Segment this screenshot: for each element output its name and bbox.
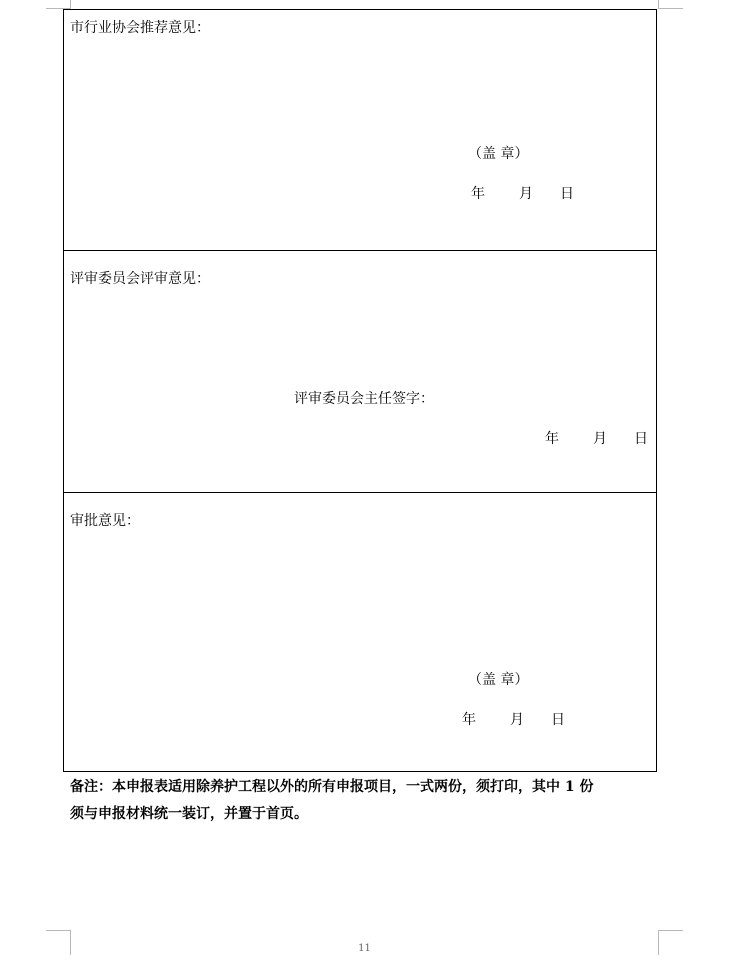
page-number: 11: [358, 943, 371, 954]
date-day: 日: [634, 431, 648, 447]
approval-section: [64, 493, 656, 770]
date-year: 年: [462, 712, 476, 728]
date-month: 月: [593, 431, 607, 447]
date-month: 月: [510, 712, 524, 728]
crop-mark-top-right: [658, 0, 683, 9]
review-committee-label: 评审委员会评审意见：: [70, 271, 210, 287]
date-month: 月: [519, 186, 533, 202]
footnote: [70, 774, 670, 828]
review-committee-section: [64, 251, 656, 493]
date-day: 日: [560, 186, 574, 202]
crop-mark-top-left: [46, 0, 71, 9]
association-recommendation-section: [64, 10, 656, 251]
footnote-line-1: 备注：本申报表适用除养护工程以外的所有申报项目，一式两份，须打印，其中 1 份: [70, 779, 594, 795]
association-recommendation-label: 市行业协会推荐意见：: [70, 20, 210, 36]
date-year: 年: [471, 186, 485, 202]
committee-chair-signature-label: 评审委员会主任签字：: [294, 391, 434, 407]
footnote-line-2: 须与申报材料统一装订，并置于首页。: [70, 806, 308, 822]
seal-placeholder: （盖 章）: [468, 146, 529, 162]
date-year: 年: [545, 431, 559, 447]
approval-label: 审批意见：: [70, 513, 140, 529]
approval-form-table: [63, 9, 657, 772]
seal-placeholder: （盖 章）: [468, 672, 529, 688]
date-day: 日: [551, 712, 565, 728]
